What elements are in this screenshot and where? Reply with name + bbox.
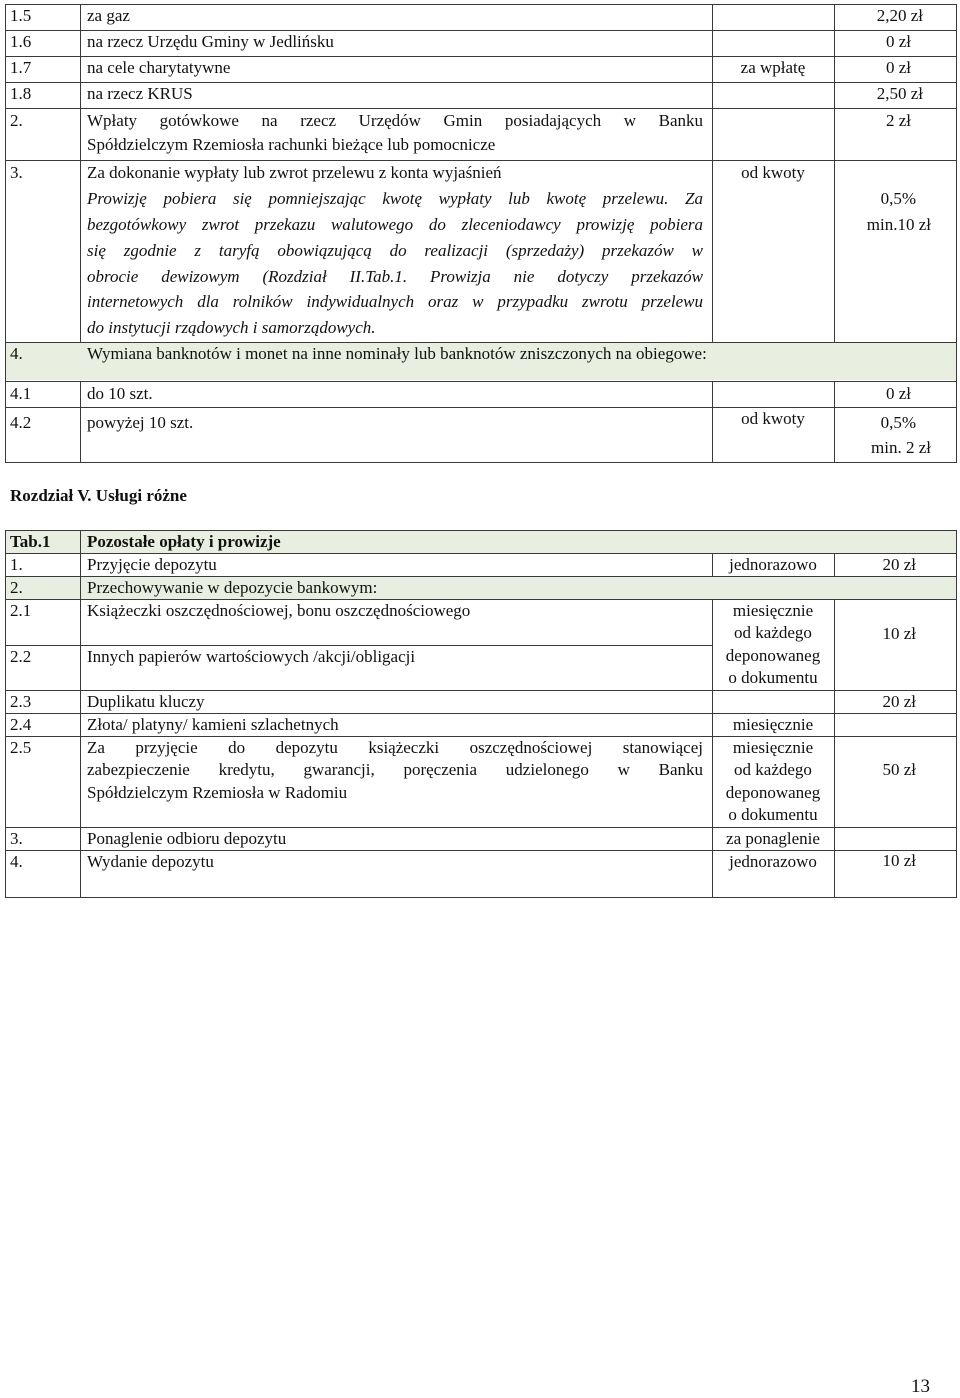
row-description: Ponaglenie odbioru depozytu (87, 829, 287, 848)
row-number: 2.1 (10, 601, 32, 620)
row-fee: 2 zł (885, 111, 911, 130)
row-fee: 10 zł (882, 624, 916, 643)
row-description: powyżej 10 szt. (87, 413, 194, 432)
row-number: 4.1 (10, 384, 32, 403)
row-description: na rzecz KRUS (87, 84, 193, 103)
basis-label: deponowaneg (725, 783, 821, 802)
row-fee-minimum: min. 2 zł (871, 438, 931, 457)
row-fee: 0 zł (885, 32, 911, 51)
row-note-line: internetowych dla rolników indywidualnych oraz w przypadku zwrotu przelewu (87, 292, 703, 311)
row-number: 1. (10, 555, 23, 574)
row-description: Złota/ platyny/ kamieni szlachetnych (87, 715, 339, 734)
row-fee: 50 zł (882, 760, 916, 779)
page-number: 13 (911, 1376, 930, 1397)
row-note-line: do instytucji rządowych i samorządowych. (87, 318, 376, 337)
basis-label: za wpłatę (740, 58, 806, 77)
row-description: za gaz (87, 6, 130, 25)
basis-label: od każdego (734, 760, 812, 779)
row-number: 1.5 (10, 6, 32, 25)
row-description: Książeczki oszczędnościowej, bonu oszczędnościowego (87, 601, 471, 620)
row-number: 2.4 (10, 715, 32, 734)
basis-label: jednorazowo (729, 555, 817, 574)
row-description: Wymiana banknotów i monet na inne nominały lub banknotów zniszczonych na obiegowe: (87, 344, 707, 363)
row-description: Przyjęcie depozytu (87, 555, 217, 574)
basis-label: deponowaneg (725, 646, 821, 665)
row-fee: 20 zł (882, 555, 916, 574)
row-description: Przechowywanie w depozycie bankowym: (87, 578, 378, 597)
table-title: Pozostałe opłaty i prowizje (87, 532, 281, 551)
row-number: 2. (10, 111, 23, 130)
row-number: 4.2 (10, 413, 32, 432)
row-fee: 20 zł (882, 692, 916, 711)
row-description: Wpłaty gotówkowe na rzecz Urzędów Gmin posiadających w Banku (87, 111, 703, 130)
row-fee: 0,5% (880, 189, 916, 208)
row-fee: 2,20 zł (876, 6, 923, 25)
row-number: 2.2 (10, 647, 32, 666)
basis-label: miesięcznie (732, 738, 814, 757)
row-description: Spółdzielczym Rzemiosła w Radomiu (87, 783, 348, 802)
row-number: 3. (10, 163, 23, 182)
row-description: Innych papierów wartościowych /akcji/obligacji (87, 647, 416, 666)
table-number: Tab.1 (10, 532, 51, 551)
row-note-line: się zgodnie z taryfą obowiązującą do realizacji (sprzedaży) przekazów w (87, 241, 703, 260)
row-number: 2.3 (10, 692, 32, 711)
row-description: Za przyjęcie do depozytu książeczki oszczędnościowej stanowiącej (87, 738, 703, 757)
row-description: Spółdzielczym Rzemiosła rachunki bieżące lub pomocnicze (87, 135, 496, 154)
basis-label: za ponaglenie (726, 829, 820, 848)
basis-label: od każdego (734, 623, 812, 642)
row-note-line: Prowizję pobiera się pomniejszając kwotę wypłaty lub kwotę przelewu. Za (87, 189, 703, 208)
basis-label: jednorazowo (729, 852, 817, 871)
row-description: do 10 szt. (87, 384, 153, 403)
row-number: 4. (10, 344, 23, 363)
row-title: Za dokonanie wypłaty lub zwrot przelewu z konta wyjaśnień (87, 163, 502, 182)
row-fee-minimum: min.10 zł (866, 215, 931, 234)
row-description: na rzecz Urzędu Gminy w Jedlińsku (87, 32, 334, 51)
row-fee: 10 zł (882, 851, 916, 870)
basis-label: o dokumentu (728, 805, 818, 824)
row-fee: 0,5% (880, 413, 916, 432)
row-fee: 2,50 zł (876, 84, 923, 103)
row-description: Wydanie depozytu (87, 852, 214, 871)
row-description: na cele charytatywne (87, 58, 231, 77)
row-number: 2. (10, 578, 23, 597)
row-description: Duplikatu kluczy (87, 692, 205, 711)
row-description: zabezpieczenie kredytu, gwarancji, poręczenia udzielonego w Banku (87, 760, 703, 779)
row-number: 1.7 (10, 58, 32, 77)
basis-label: miesięcznie (732, 601, 814, 620)
row-note-line: obrocie dewizowym (Rozdział II.Tab.1. Prowizja nie dotyczy przekazów (87, 267, 703, 286)
row-number: 3. (10, 829, 23, 848)
basis-label: miesięcznie (732, 715, 814, 734)
section-heading: Rozdział V. Usługi różne (10, 486, 187, 505)
row-note-line: bezgotówkowy zwrot przekazu walutowego do zleceniodawcy prowizję pobiera (87, 215, 703, 234)
row-fee: 0 zł (885, 384, 911, 403)
basis-label: od kwoty (741, 409, 805, 428)
row-number: 1.8 (10, 84, 32, 103)
row-number: 2.5 (10, 738, 32, 757)
row-number: 4. (10, 852, 23, 871)
row-number: 1.6 (10, 32, 32, 51)
row-fee: 0 zł (885, 58, 911, 77)
basis-label: o dokumentu (728, 668, 818, 687)
basis-label: od kwoty (741, 163, 805, 182)
